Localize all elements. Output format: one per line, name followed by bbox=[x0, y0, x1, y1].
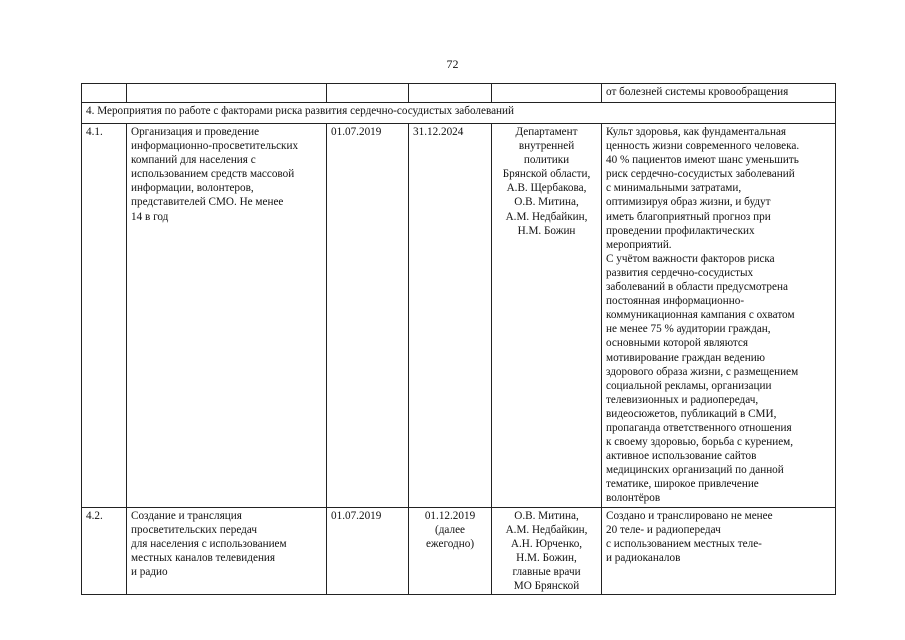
table-row bbox=[82, 124, 836, 508]
table-cell bbox=[127, 84, 327, 103]
end-date-cell: 31.12.2024 bbox=[409, 124, 492, 508]
row-number: 4.1. bbox=[82, 124, 127, 508]
responsible-cell: Департамент внутренней политики Брянской области, А.В. Щербакова, О.В. Митина, А.М. Недбайкин, Н.М. Божин bbox=[492, 124, 602, 508]
result-cell: Создано и транслировано не менее 20 теле- и радиопередач с использованием местных теле- и радиоканалов bbox=[602, 507, 836, 595]
start-date-cell: 01.07.2019 bbox=[327, 507, 409, 595]
measures-table bbox=[81, 83, 836, 595]
table-cell bbox=[409, 84, 492, 103]
section-header-row bbox=[82, 103, 836, 124]
table-cell bbox=[327, 84, 409, 103]
table-cell bbox=[602, 84, 836, 103]
result-continuation-text: от болезней системы кровообращения bbox=[606, 86, 789, 98]
table-row bbox=[82, 507, 836, 595]
result-cell: Культ здоровья, как фундаментальная ценность жизни современного человека. 40 % пациентов имеют шанс уменьшить риск сердечно-сосудистых заболеваний с минимальными затратами, оптимизируя образ жизни, и будут иметь благоприятный прогноз при проведении профилактических мероприятий. С учётом важности факторов риска развития сердечно-сосудистых заболеваний в области предусмотрена постоянная информационно- коммуникационная кампания с охватом не менее 75 % аудитории граждан, основными которой являются мотивирование граждан ведению здорового образа жизни, с размещением социальной рекламы, организации телевизионных и радиопередач, видеосюжетов, публикаций в СМИ, пропаганда ответственного отношения к своему здоровью, борьба с курением, активное использование сайтов медицинских организаций по данной тематике, широкое привлечение волонтёров bbox=[602, 124, 836, 508]
responsible-cell: О.В. Митина, А.М. Недбайкин, А.Н. Юрченко, Н.М. Божин, главные врачи МО Брянской bbox=[492, 507, 602, 595]
activity-cell: Создание и трансляция просветительских передач для населения с использованием местных каналов телевидения и радио bbox=[127, 507, 327, 595]
section-title: 4. Мероприятия по работе с факторами риска развития сердечно-сосудистых заболеваний bbox=[82, 103, 836, 124]
start-date-cell: 01.07.2019 bbox=[327, 124, 409, 508]
row-number: 4.2. bbox=[82, 507, 127, 595]
table-cell bbox=[82, 84, 127, 103]
page-number: 72 bbox=[446, 57, 459, 71]
continuation-row bbox=[82, 84, 836, 103]
table-cell bbox=[492, 84, 602, 103]
end-date-cell: 01.12.2019 (далее ежегодно) bbox=[409, 507, 492, 595]
activity-cell: Организация и проведение информационно-просветительских компаний для населения с использованием средств массовой информации, волонтеров, представителей СМО. Не менее 14 в год bbox=[127, 124, 327, 508]
